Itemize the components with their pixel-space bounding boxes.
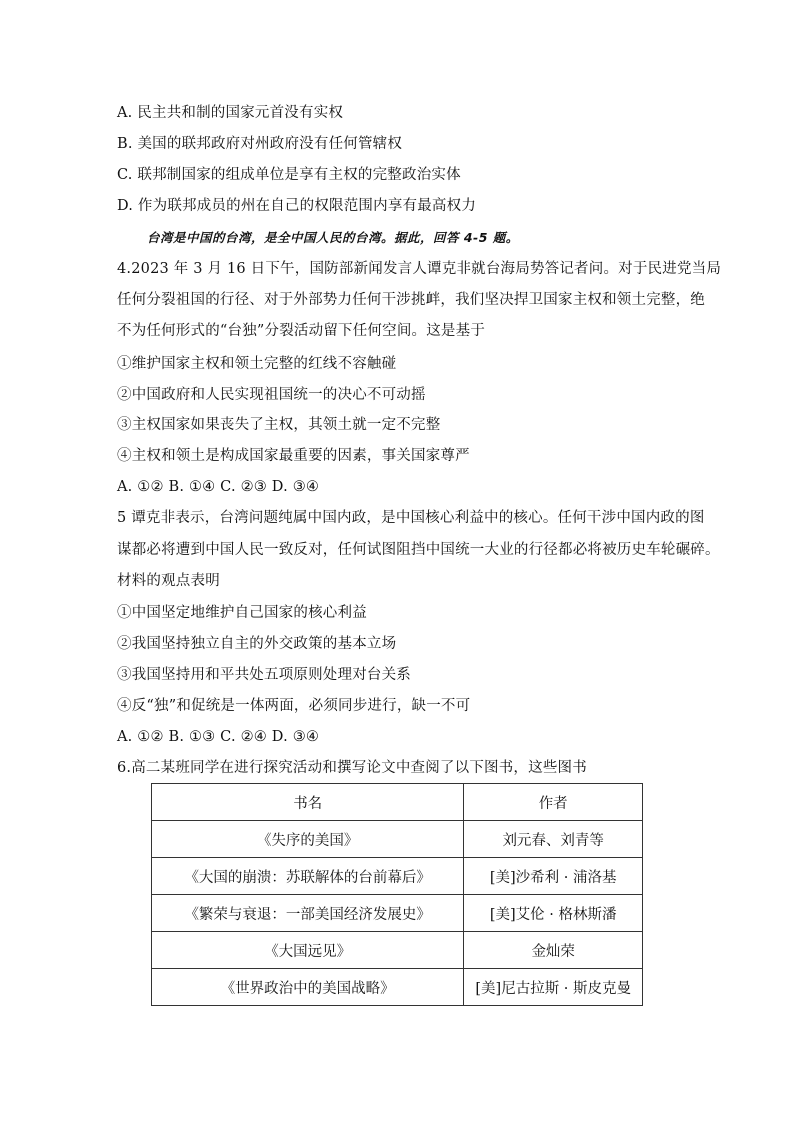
q4-item-2: ②中国政府和人民实现祖国统一的决心不可动摇 [117,387,426,403]
author-cell: 金灿荣 [464,932,643,969]
q4-answer-choices: A. ①② B. ①④ C. ②③ D. ③④ [117,479,320,495]
q5-stem-line-1: 5 谭克非表示，台湾问题纯属中国内政，是中国核心利益中的核心。任何干涉中国内政的图 [117,510,705,526]
q5-stem-line-2: 谋都必将遭到中国人民一致反对，任何试图阻挡中国统一大业的行径都必将被历史车轮碾碎。 [117,542,720,558]
q3-option-b: B. 美国的联邦政府对州政府没有任何管辖权 [117,136,403,152]
q3-option-a: A. 民主共和制的国家元首没有实权 [117,105,344,121]
author-cell: [美]尼古拉斯 · 斯皮克曼 [464,969,643,1006]
book-table [151,783,643,1006]
q4-item-4: ④主权和领土是构成国家最重要的因素，事关国家尊严 [117,448,470,464]
table-row [152,932,643,969]
book-title-cell: 《世界政治中的美国战略》 [152,969,464,1006]
author-cell: 刘元春、刘青等 [464,821,643,858]
q4-stem-line-2: 任何分裂祖国的行径、对于外部势力任何干涉挑衅，我们坚决捍卫国家主权和领土完整，绝 [117,292,705,308]
header-author: 作者 [464,784,643,821]
q5-answer-choices: A. ①② B. ①③ C. ②④ D. ③④ [117,729,320,745]
book-title-cell: 《大国的崩溃：苏联解体的台前幕后》 [152,858,464,895]
table-row [152,821,643,858]
table-header-row [152,784,643,821]
material-note: 台湾是中国的台湾，是全中国人民的台湾。据此，回答 4-5 题。 [147,230,519,245]
q4-stem-line-3: 不为任何形式的“台独”分裂活动留下任何空间。这是基于 [117,323,486,339]
table-row [152,895,643,932]
book-title-cell: 《繁荣与衰退：一部美国经济发展史》 [152,895,464,932]
author-cell: [美]沙希利 · 浦洛基 [464,858,643,895]
book-title-cell: 《大国远见》 [152,932,464,969]
q5-item-2: ②我国坚持独立自主的外交政策的基本立场 [117,636,397,652]
q3-option-c: C. 联邦制国家的组成单位是享有主权的完整政治实体 [117,167,461,183]
q3-option-d: D. 作为联邦成员的州在自己的权限范围内享有最高权力 [117,198,477,214]
q5-item-4: ④反“独”和促统是一体两面，必须同步进行，缺一不可 [117,698,471,714]
q6-intro: 6.高二某班同学在进行探究活动和撰写论文中查阅了以下图书，这些图书 [117,760,587,776]
q4-item-1: ①维护国家主权和领土完整的红线不容触碰 [117,356,397,372]
q4-stem-line-1: 4.2023 年 3 月 16 日下午，国防部新闻发言人谭克非就台海局势答记者问。对于民进党当局 [117,261,722,277]
header-book-title: 书名 [152,784,464,821]
q5-item-3: ③我国坚持用和平共处五项原则处理对台关系 [117,667,411,683]
q4-item-3: ③主权国家如果丧失了主权，其领土就一定不完整 [117,417,441,433]
author-cell: [美]艾伦 · 格林斯潘 [464,895,643,932]
book-title-cell: 《失序的美国》 [152,821,464,858]
q5-stem-line-3: 材料的观点表明 [117,573,220,589]
table-row [152,858,643,895]
q5-item-1: ①中国坚定地维护自己国家的核心利益 [117,605,367,621]
table-row [152,969,643,1006]
